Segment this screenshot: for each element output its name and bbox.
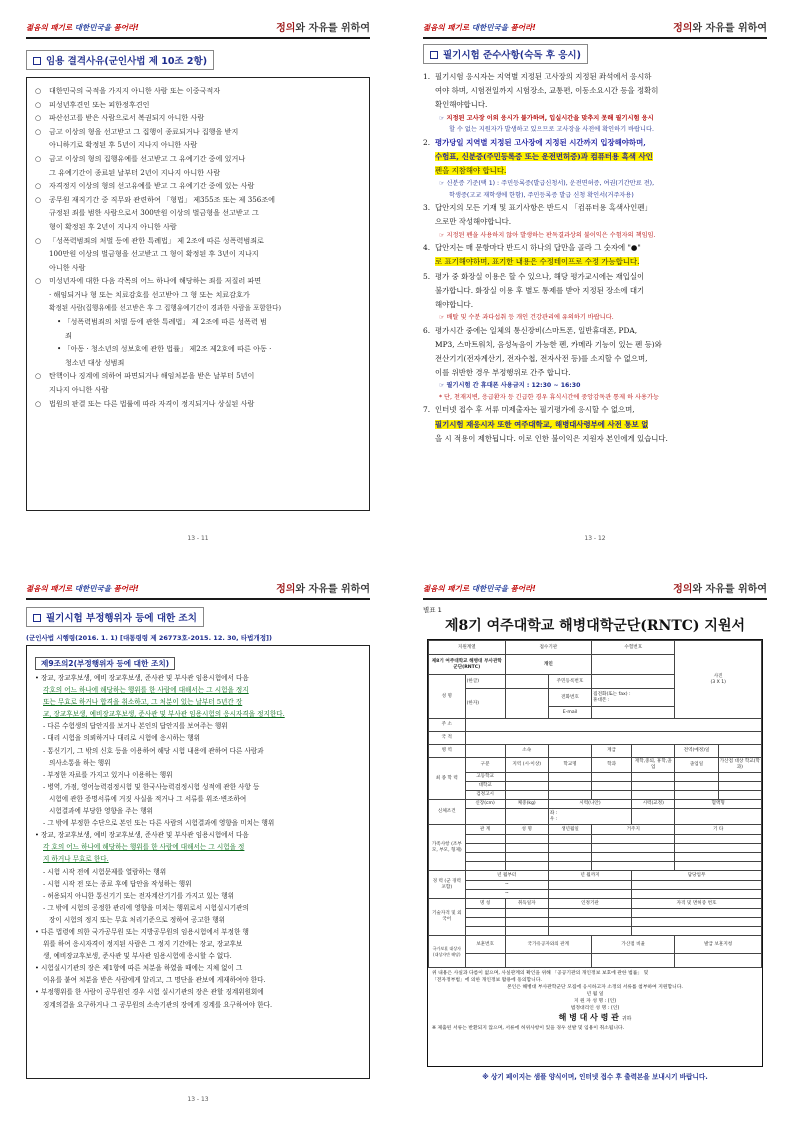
page-header <box>26 583 370 597</box>
form-cell: 대학교 <box>465 782 505 791</box>
list-item-cont: 그 유예기간이 종료된 날부터 2년이 지나지 아니한 사람 <box>49 167 221 177</box>
section-title: 임용 결격사유(군인사법 제 10조 2항) <box>26 50 214 70</box>
form-cell: 국가보훈 대상자 (대상자만 해당) <box>429 936 466 968</box>
pledge-line: 「전자정부법」에 의한 개인정보 활용에 동의합니다. <box>432 978 542 983</box>
text-line: 시험결과에 부당한 영향을 주는 행위 <box>49 807 153 816</box>
text-line: • 시험실시기관의 장은 제1항에 따른 처분을 하였을 때에는 지체 없이 그 <box>35 964 243 973</box>
text-line: - 시험 시작 전 또는 종료 후에 답안을 작성하는 행위 <box>43 879 192 888</box>
text-line: 생, 예비장교후보생, 준사관 및 부사관 임용시험에 응시할 수 없다. <box>43 952 232 961</box>
sub-item-cont: 죄 <box>65 330 72 340</box>
list-item: ○ 법원의 판결 또는 다른 법률에 따라 자격이 정지되거나 상실된 사람 <box>35 398 255 408</box>
rule-cont: 수험표, 신분증(주민등록증 또는 운전면허증)과 컴퓨터용 흑색 사인 <box>435 151 653 161</box>
header-motto: 정의와 자유를 위하여 <box>673 584 767 595</box>
rule-item: 5. 평가 중 화장실 이용은 할 수 있으나, 해당 평가교시에는 재입실이 <box>423 271 645 281</box>
form-cell: 인정기관 <box>548 899 631 909</box>
form-cell: 시력(교정) <box>632 800 675 809</box>
form-cell: 신장(cm) <box>465 800 505 809</box>
form-cell: 경 력 (군 경력 포함) <box>429 871 466 899</box>
list-item-cont: 아니하기로 확정된 후 5년이 지나지 아니한 사람 <box>49 140 198 150</box>
form-cell: 전역(예정)일 <box>675 745 718 758</box>
text-line: • 다른 법령에 의한 국가공무원 또는 지방공무원의 임용시험에서 부정한 행 <box>35 927 249 936</box>
form-cell: 졸업일 <box>675 758 718 773</box>
text-line: • 장교, 장교후보생, 예비 장교후보생, 준사관 및 부사관 임용시험에서 다음 <box>35 674 249 682</box>
form-number: 별표 1 <box>423 606 442 614</box>
form-table: 지원계열 접수기관 수험번호 사진 (3 X 1) 제8기 여주대학교 해병대 부사관학군단(RNTC) 개인 성 명 (한글) 주민등록번호 (한자) 전화번호 집전화(또는 fax) : 휴대폰 : E-mail 주 소 국 적 병 역 소속 계급 전역(예정)일 최 종 학 력 구분 지역 (시·이상) 학교명 학과 재학,중퇴, 휴학,졸업 졸업일 가산점 대상 학교(학과) 고등학교 대학교 검정고시 신체조건 신장(cm) 체중(kg) 시력(나안) 시력(교정) 혈액형 좌 : 우 : 가족사항 (조부모, 부모, 형제) 관 계 성 명 생년월일 거주지 기 타 경 력 (군 경력 포함) 년 월부터 년 월까지 담당업무 ~ ~ 기술자격 및 외국어 명 칭 취득일자 인정기관 자격 및 면허증 번호 국가보훈 대상자 (대상자만 해당) 보훈번호 국가유공자와의 관계 가산점 비율 발급 보훈지청 <box>428 640 762 968</box>
form-cell: 접수기관 <box>505 641 592 655</box>
rule-note: ☞ 신분증 기준(택 1) : 주민등록증(발급신청서), 운전면허증, 여권(기간만료 전), <box>439 180 655 188</box>
rule-note-cont: 학생증(고교 재학생에 한함), 주민등록증 발급 신청 확인서(거주자용) <box>449 191 634 199</box>
rule-cont: 해야합니다. <box>435 299 474 309</box>
form-cell: 혈액형 <box>675 800 762 809</box>
form-cell: 지역 (시·이상) <box>505 758 548 773</box>
form-cell: (한자) <box>465 689 505 719</box>
text-line: • 장교, 장교후보생, 예비 장교후보생, 준사관 및 부사관 임용시험에서 다음 <box>35 831 249 840</box>
rule-note-cont: 할 수 없는 지원자가 발생하고 있으므로 고사장을 사전에 확인하기 바랍니다. <box>449 126 654 134</box>
text-line: - 다른 수험생의 답안지를 보거나 본인의 답안지를 보여주는 행위 <box>43 722 228 731</box>
form-cell: 계급 <box>592 745 632 758</box>
square-icon <box>33 57 41 65</box>
form-cell: 지원계열 <box>429 641 506 655</box>
text-line: - 시험 시작 전에 시험문제를 열람하는 행위 <box>43 867 167 876</box>
form-cell: 고등학교 <box>465 773 505 782</box>
rule-item: 6. 평가시간 중에는 일체의 통신장비(스마트폰, 일반휴대폰, PDA, <box>423 325 638 335</box>
rule-cont: 불가합니다. 화장실 이용 후 별도 통제를 받아 지정된 장소에 대기 <box>435 285 645 295</box>
rule-cont: 여야 하며, 시험전일까지 시험장소, 교통편, 이동소요시간 등을 정확히 <box>435 86 659 96</box>
rule-cont: 확인해야합니다. <box>435 100 488 110</box>
list-item: ○ 「성폭력범죄의 처벌 등에 관한 특례법」 제 2조에 따른 성폭력범죄로 <box>35 235 264 245</box>
page-application-form <box>397 561 793 1121</box>
addressee: 해 병 대 사 령 관 귀하 <box>558 1013 632 1022</box>
page-misconduct <box>0 561 396 1121</box>
header-rule <box>423 598 767 600</box>
header-slogan: 젊음의 패기로 대한민국을 품어라! <box>423 23 536 32</box>
header-slogan: 젊음의 패기로 대한민국을 품어라! <box>26 23 139 32</box>
form-cell: 취득일자 <box>505 899 548 909</box>
rule-item: 7. 인터넷 접수 후 서류 미제출자는 필기평가에 응시할 수 없으며, <box>423 405 635 415</box>
form-cell <box>592 655 675 675</box>
rule-note: ☞ 필기시험 간 휴대폰 사용금지 : 12:30 ~ 16:30 <box>439 382 581 390</box>
form-cell: 국 적 <box>429 732 466 745</box>
form-cell: 구분 <box>465 758 505 773</box>
form-cell: 가산점 대상 학교(학과) <box>718 758 761 773</box>
form-cell: (한글) <box>465 675 505 689</box>
list-item: ○ 금고 이상의 형의 집행유예를 선고받고 그 유예기간 중에 있거나 <box>35 153 246 163</box>
form-cell: 학교명 <box>548 758 591 773</box>
form-cell <box>718 745 761 758</box>
header-motto: 정의와 자유를 위하여 <box>276 23 370 34</box>
list-item-cont: 아니한 사람 <box>49 262 86 272</box>
page-number: 13 - 11 <box>187 535 209 542</box>
page-disqualification <box>0 0 396 560</box>
form-cell: 수험번호 <box>592 641 675 655</box>
form-cell <box>465 719 761 732</box>
pledge-line: 본인은 해병대 부사관학군단 모집에 응시하고자 소정의 서류를 첨부하여 지원합니다. <box>507 985 683 990</box>
form-cell <box>465 732 761 745</box>
sub-item: • 「아동 · 청소년의 성보호에 관한 법률」 제2조 제2호에 따른 아동 · <box>57 344 272 354</box>
text-line: - 허용되지 아니한 통신기기 또는 전자계산기기를 가지고 있는 행위 <box>43 891 234 900</box>
rule-cont: 으로만 작성해야합니다. <box>435 217 512 227</box>
header-rule <box>26 598 370 600</box>
form-cell: 재학,중퇴, 휴학,졸업 <box>632 758 675 773</box>
form-cell: 제8기 여주대학교 해병대 부사관학군단(RNTC) <box>429 655 506 675</box>
text-line: - 그 밖에 부정한 수단으로 본인 또는 다른 사람의 시험결과에 영향을 미치는 행위 <box>43 819 275 828</box>
form-cell: 검정고시 <box>465 791 505 800</box>
submission-note: ※ 제출된 서류는 반환되지 않으며, 서류에 허위사항이 있을 경우 선발 및 임용이 취소됩니다. <box>432 1026 625 1031</box>
rule-cont: 전산기기(전자계산기, 전자수첩, 전자사전 등)를 소지할 수 없으며, <box>435 354 648 364</box>
rule-item: 1. 필기시험 응시자는 지역별 지정된 고사장의 지정된 좌석에서 응시하 <box>423 72 652 81</box>
header-motto: 정의와 자유를 위하여 <box>276 584 370 595</box>
form-cell: E-mail <box>548 707 591 719</box>
form-cell: 개인 <box>505 655 592 675</box>
form-cell: 신체조건 <box>429 800 466 825</box>
article-title: 제9조의2(부정행위자 등에 대한 조치) <box>35 657 175 670</box>
form-cell: 관 계 <box>465 825 505 835</box>
list-item: ○ 미성년자에 대한 다음 각목의 어느 하나에 해당하는 죄를 저질러 파면 <box>35 276 262 286</box>
text-line: 각 호의 어느 하나에 해당하는 행위를 한 사람에 대해서는 그 시험을 정 <box>43 843 245 852</box>
form-cell: 명 칭 <box>465 899 505 909</box>
list-item: ○ 파산선고를 받은 사람으로서 복권되지 아니한 사람 <box>35 113 205 123</box>
applicant-signature: 지 원 자 성 명 : (인) <box>573 999 617 1004</box>
list-item: ○ 피성년후견인 또는 피한정후견인 <box>35 99 150 109</box>
rule-note: ☞ 지정된 펜을 사용하지 않아 발생하는 판독결과상의 불이익은 수험자의 책임임. <box>439 231 656 239</box>
text-line: 또는 무효로 하거나 합격을 취소하고, 그 처분이 있는 날부터 5년간 장 <box>43 698 243 707</box>
page-header <box>423 583 767 597</box>
list-item-cont: 확정된 사람(집행유예를 선고받은 후 그 집행유예기간이 경과한 사람을 포함한다) <box>49 303 282 312</box>
form-cell: 병 역 <box>429 745 466 758</box>
form-cell: 체중(kg) <box>505 800 548 809</box>
section-title: 필기시험 부정행위자 등에 대한 조치 <box>26 607 204 627</box>
form-cell: 생년월일 <box>548 825 591 835</box>
form-cell: 성 명 <box>505 825 548 835</box>
rule-note: ☞ 지정된 고사장 이외 응시가 불가하며, 입실시간을 맞추지 못해 필기시험 응시 <box>439 114 654 122</box>
disqualification-box <box>26 77 370 511</box>
form-cell <box>632 745 675 758</box>
header-rule <box>26 37 370 39</box>
form-cell: 전화번호 <box>548 689 591 707</box>
form-cell: 국가유공자와의 관계 <box>505 936 592 954</box>
rules-body <box>423 70 767 446</box>
rule-item: 4. 답안지는 매 문항마다 반드시 하나의 답만을 골라 그 숫자에 "●" <box>423 243 641 253</box>
section-subtitle: (군인사법 시행령(2016. 1. 1) [대통령령 제 26773호-2015. 12. 30, 타법개정]) <box>26 634 272 642</box>
form-cell: 시력(나안) <box>548 800 631 809</box>
form-cell: 주민등록번호 <box>548 675 591 689</box>
square-icon <box>33 614 41 622</box>
text-line: 의사소통을 하는 행위 <box>49 758 111 767</box>
form-cell <box>505 675 548 689</box>
pledge-line: 위 내용은 사실과 다름이 없으며, 사실관계의 확인을 위해 「공공기관의 개인정보 보호에 관한 법률」 및 <box>432 971 649 976</box>
pledge-date: 년 월 일 <box>586 992 604 997</box>
rule-cont: 로 표기해야하며, 표기한 내용은 수정테이프로 수정 가능합니다. <box>435 257 640 267</box>
text-line: 지 하거나 무효로 한다. <box>43 855 109 864</box>
rule-item: 3. 답안지의 모든 기재 및 표기사항은 반드시 「컴퓨터용 흑색사인펜」 <box>423 203 652 213</box>
text-line: - 대리 시험을 의뢰하거나 대리로 시험에 응시하는 행위 <box>43 734 201 743</box>
form-cell: 거주지 <box>592 825 675 835</box>
list-item-cont: 지나지 아니한 사람 <box>49 385 109 395</box>
form-cell: 년 월까지 <box>548 871 631 881</box>
rule-cont: 펜을 지참해야 합니다. <box>435 166 507 176</box>
rule-item: 2. 평가당일 지역별 지정된 고사장에 지정된 시간까지 입장해야하며, <box>423 137 646 147</box>
misconduct-box <box>26 645 370 1079</box>
form-cell: 최 종 학 력 <box>429 758 466 800</box>
text-line: 장이 시험의 정지 또는 무효 처리기준으로 정하여 공고한 행위 <box>49 915 226 924</box>
form-cell <box>548 745 591 758</box>
list-item-cont: · 해임되거나 형 또는 치료감호를 선고받아 그 형 또는 치료감호가 <box>49 289 250 299</box>
form-cell: 발급 보훈지청 <box>675 936 762 954</box>
form-cell: 소속 <box>505 745 548 758</box>
list-item: ○ 탄핵이나 징계에 의하여 파면되거나 해임처분을 받은 날부터 5년이 <box>35 371 255 381</box>
text-line: 교, 장교후보생, 예비장교후보생, 준사관 및 부사관 임용시험의 응시자격을 정지한다. <box>43 710 285 719</box>
list-item-cont: 100만원 이상의 벌금형을 선고받고 그 형이 확정된 후 3년이 지나지 <box>49 249 259 259</box>
form-title: 제8기 여주대학교 해병대학군단(RNTC) 지원서 <box>445 618 745 634</box>
form-cell: 기술자격 및 외국어 <box>429 899 466 936</box>
text-line: 각호의 어느 하나에 해당하는 행위를 한 사람에 대해서는 그 시험을 정지 <box>43 686 249 695</box>
page-exam-rules <box>397 0 793 560</box>
list-item-cont: 형이 확정된 후 2년이 지나지 아니한 사람 <box>49 221 177 231</box>
rule-note: ☞ 배탈 및 수분 과다섭취 등 개인 건강관리에 유의하기 바랍니다. <box>439 314 614 322</box>
header-motto: 정의와 자유를 위하여 <box>673 23 767 34</box>
rule-cont: 필기시험 재응시자 또한 여주대학교, 해병대사령부에 사전 통보 없 <box>435 419 649 429</box>
header-slogan: 젊음의 패기로 대한민국을 품어라! <box>26 584 139 593</box>
application-form <box>427 639 763 1067</box>
text-line: - 병역, 가점, 영어능력검정시험 및 한국사능력검정시험 성적에 관한 사항 등 <box>43 782 260 791</box>
page-number: 13 - 13 <box>187 1096 209 1103</box>
rule-cont: MP3, 스마트워치, 음성녹음이 가능한 펜, 카메라 기능이 있는 펜 등)와 <box>435 339 662 349</box>
photo-box: 사진 (3 X 1) <box>675 641 762 719</box>
sub-item: • 「성폭력범죄의 처벌 등에 관한 특례법」 제 2조에 따른 성폭력 범 <box>57 317 267 327</box>
form-cell: 집전화(또는 fax) : 휴대폰 : <box>592 689 675 707</box>
list-item: ○ 공무원 재직기간 중 직무와 관련하여 「형법」 제355조 또는 제 356조에 <box>35 194 276 204</box>
square-icon <box>430 51 438 59</box>
text-line: 이유를 붙여 처분을 받은 사람에게 알리고, 그 명단을 관보에 게재하여야 한다. <box>43 976 266 985</box>
list-item: ○ 자격정지 이상의 형의 선고유예를 받고 그 유예기간 중에 있는 사람 <box>35 181 255 191</box>
section-title: 필기시험 준수사항(숙독 후 응시) <box>423 44 588 64</box>
form-cell: 기 타 <box>675 825 762 835</box>
rule-note-cont: * 단, 천재지변, 응급환자 등 긴급한 경우 휴식시간에 중앙감독관 통제 하 사용가능 <box>439 393 659 401</box>
text-line: • 부정행위를 한 사람이 공무원인 경우 시험 실시기관의 장은 관할 징계위원회에 <box>35 988 264 997</box>
page-number: 13 - 12 <box>584 535 606 542</box>
form-cell: 가산점 비율 <box>592 936 675 954</box>
form-cell: 가족사항 (조부모, 부모, 형제) <box>429 825 466 871</box>
page-header <box>26 22 370 36</box>
rule-cont: 이를 위반한 경우 부정행위로 간주 합니다. <box>435 368 571 378</box>
list-item: ○ 금고 이상의 형을 선고받고 그 집행이 종료되거나 집행을 받지 <box>35 126 239 136</box>
page-header <box>423 22 767 36</box>
pledge-block <box>428 968 762 1034</box>
guardian-signature: 법정대리인 성 명 : (인) <box>570 1006 620 1011</box>
form-cell <box>592 707 675 719</box>
form-cell <box>505 689 548 719</box>
text-line: 징계의결을 요구하거나 그 공무원의 소속기관의 장에게 징계를 요구하여야 한다. <box>43 1000 273 1009</box>
form-cell: 성 명 <box>429 675 466 719</box>
text-line: - 그 밖에 시험의 공정한 관리에 영향을 미치는 행위로서 시험실시기관의 <box>43 903 249 912</box>
form-cell: 자격 및 면허증 번호 <box>632 899 762 909</box>
text-line: 위를 하여 응시자격이 정지된 사람은 그 정지 기간에는 장교, 장교후보 <box>43 940 243 949</box>
list-item-cont: 규정된 죄를 범한 사람으로서 300만원 이상의 벌금형을 선고받고 그 <box>49 208 259 218</box>
sample-notice: ※ 상기 페이지는 샘플 양식이며, 인터넷 접수 후 출력본을 보내시기 바랍니다. <box>482 1073 708 1081</box>
sub-item-cont: 청소년 대상 성범죄 <box>65 357 125 367</box>
form-cell: 좌 : 우 : <box>548 809 631 825</box>
form-cell: 학과 <box>592 758 632 773</box>
form-cell <box>465 745 505 758</box>
text-line: - 통신기기, 그 밖의 신호 등을 이용하여 해당 시험 내용에 관하여 다른 사람과 <box>43 746 264 755</box>
form-cell: 보훈번호 <box>465 936 505 954</box>
header-rule <box>423 37 767 39</box>
text-line: - 부정한 자료를 가지고 있거나 이용하는 행위 <box>43 770 173 779</box>
form-cell <box>592 675 675 689</box>
text-line: 시험에 관한 증명서류에 거짓 사실을 적거나 그 서류를 위조·변조하여 <box>49 794 247 803</box>
list-item: ○ 대한민국의 국적을 가지지 아니한 사람 또는 이중국적자 <box>35 86 221 95</box>
header-slogan: 젊음의 패기로 대한민국을 품어라! <box>423 584 536 593</box>
form-cell: 주 소 <box>429 719 466 732</box>
rule-cont: 을 시 적용이 제한됩니다. 이로 인한 불이익은 지원자 본인에게 있습니다. <box>435 433 668 443</box>
form-cell: 담당업무 <box>632 871 762 881</box>
form-cell: 년 월부터 <box>465 871 548 881</box>
